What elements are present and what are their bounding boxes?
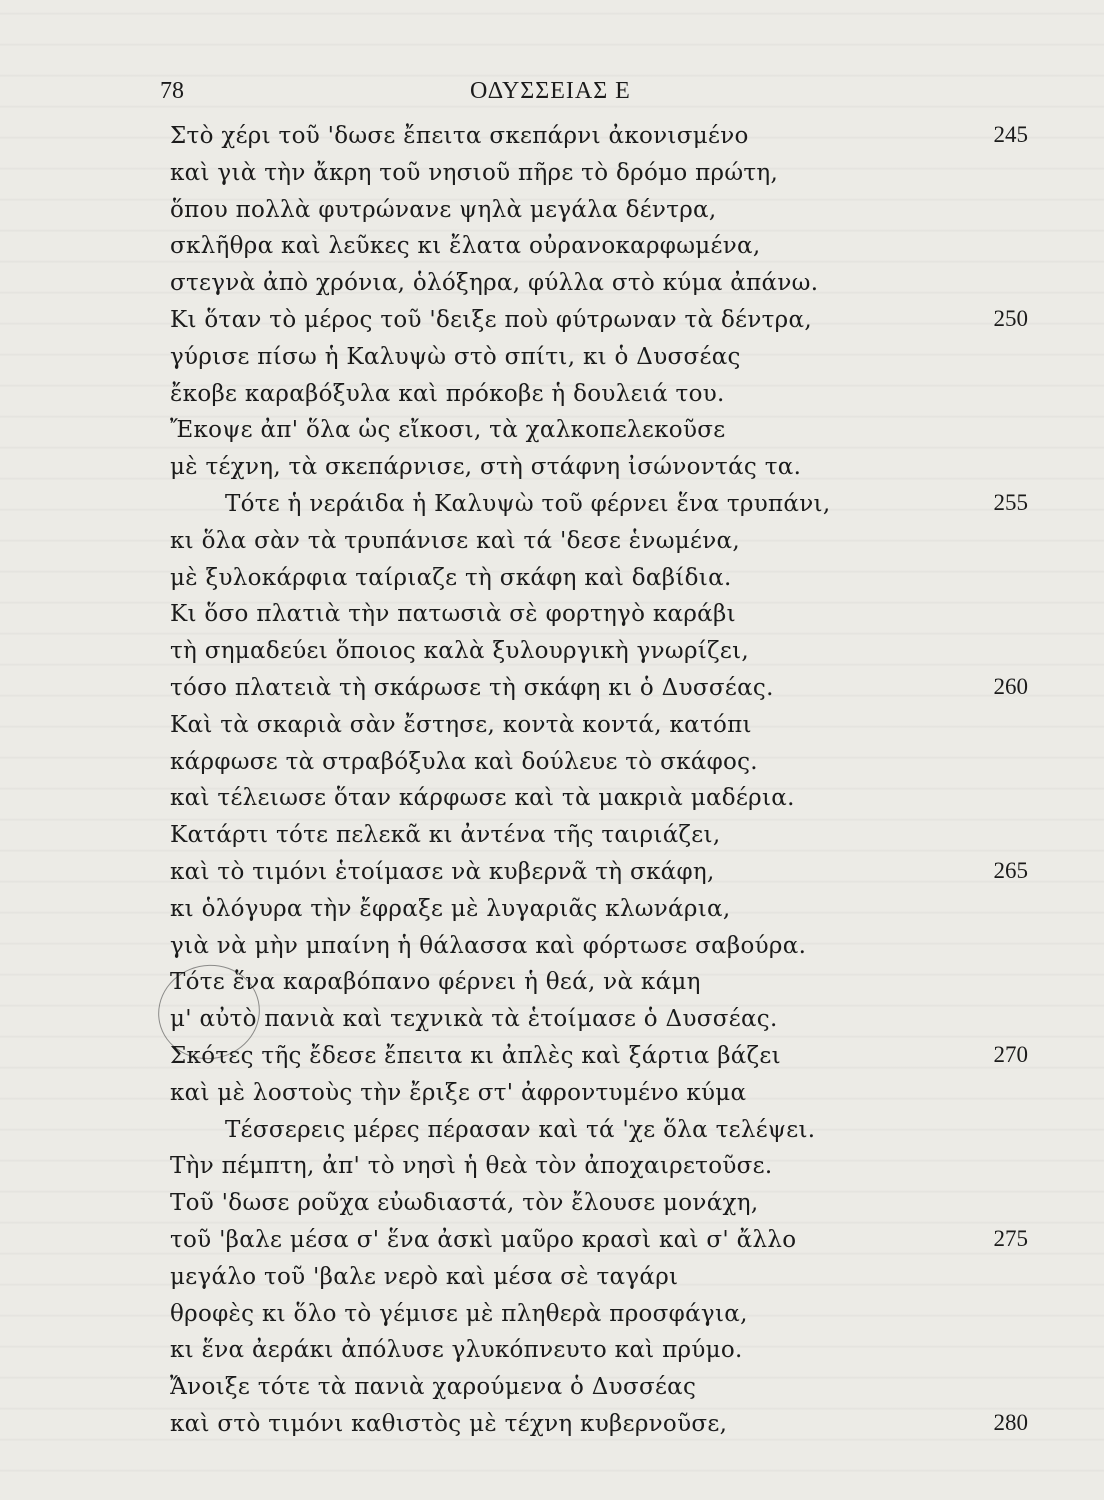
verse-line: Τότε ἡ νεράιδα ἡ Καλυψὼ τοῦ φέρνει ἕνα τρυπάνι,	[225, 491, 831, 517]
verse-line: καὶ στὸ τιμόνι καθιστὸς μὲ τέχνη κυβερνοῦσε,	[170, 1411, 728, 1437]
verse-line: γιὰ νὰ μὴν μπαίνη ἡ θάλασσα καὶ φόρτωσε σαβούρα.	[170, 932, 807, 959]
line-number: 275	[993, 1226, 1028, 1251]
line-number: 255	[993, 490, 1028, 515]
line-number: 260	[993, 674, 1028, 699]
verse-line: θροφὲς κι ὅλο τὸ γέμισε μὲ πληθερὰ προσφάγια,	[170, 1300, 748, 1327]
line-number: 265	[993, 858, 1028, 883]
verse-line: μὲ τέχνη, τὰ σκεπάρνισε, στὴ στάφνη ἰσώνοντάς τα.	[170, 454, 802, 481]
page-number: 78	[160, 78, 184, 104]
verse-line: καὶ τέλειωσε ὅταν κάρφωσε καὶ τὰ μακριὰ μαδέρια.	[170, 785, 795, 812]
verse-line: Ἔκοψε ἀπ' ὅλα ὡς εἴκοσι, τὰ χαλκοπελεκοῦσε	[170, 417, 726, 444]
verse-line: μεγάλο τοῦ 'βαλε νερὸ καὶ μέσα σὲ ταγάρι	[170, 1263, 679, 1290]
running-title: ΟΔΥΣΣΕΙΑΣ Ε	[470, 78, 631, 104]
verse-line: Τότε ἕνα καραβόπανο φέρνει ἡ θεά, νὰ κάμη	[170, 969, 701, 996]
verse-line: Τοῦ 'δωσε ροῦχα εὐωδιαστά, τὸν ἔλουσε μονάχη,	[170, 1190, 759, 1217]
verse-line: μὲ ξυλοκάρφια ταίριαζε τὴ σκάφη καὶ δαβίδια.	[170, 564, 732, 591]
verse-line: τοῦ 'βαλε μέσα σ' ἕνα ἀσκὶ μαῦρο κρασὶ καὶ σ' ἄλλο	[170, 1227, 797, 1253]
verse-line: στεγνὰ ἀπὸ χρόνια, ὁλόξηρα, φύλλα στὸ κύμα ἀπάνω.	[170, 270, 819, 297]
verse-line: σκλῆθρα καὶ λεῦκες κι ἔλατα οὐρανοκαρφωμένα,	[170, 233, 761, 260]
verse-line: Κατάρτι τότε πελεκᾶ κι ἀντένα τῆς ταιριάζει,	[170, 822, 721, 849]
line-number: 280	[993, 1410, 1028, 1435]
verse-line: Τὴν πέμπτη, ἀπ' τὸ νησὶ ἡ θεὰ τὸν ἀποχαιρετοῦσε.	[170, 1153, 773, 1180]
line-number: 245	[993, 122, 1028, 147]
verse-line: κι ὁλόγυρα τὴν ἔφραξε μὲ λυγαριᾶς κλωνάρια,	[170, 895, 731, 922]
verse-line: ἔκοβε καραβόξυλα καὶ πρόκοβε ἡ δουλειά του.	[170, 380, 725, 407]
verse-line: καὶ γιὰ τὴν ἄκρη τοῦ νησιοῦ πῆρε τὸ δρόμο πρώτη,	[170, 159, 779, 186]
verse-line: τόσο πλατειὰ τὴ σκάρωσε τὴ σκάφη κι ὁ Δυσσέας.	[170, 675, 774, 701]
verse-line: ὅπου πολλὰ φυτρώνανε ψηλὰ μεγάλα δέντρα,	[170, 196, 717, 223]
verse-line: καὶ τὸ τιμόνι ἑτοίμασε νὰ κυβερνᾶ τὴ σκάφη,	[170, 859, 715, 885]
verse-line: Στὸ χέρι τοῦ 'δωσε ἔπειτα σκεπάρνι ἀκονισμένο	[170, 123, 749, 149]
verse-line: τὴ σημαδεύει ὅποιος καλὰ ξυλουργικὴ γνωρίζει,	[170, 638, 749, 665]
verse-line: Τέσσερεις μέρες πέρασαν καὶ τά 'χε ὅλα τελέψει.	[225, 1116, 816, 1143]
verse-line: κι ὅλα σὰν τὰ τρυπάνισε καὶ τά 'δεσε ἑνωμένα,	[170, 527, 740, 554]
line-number: 270	[993, 1042, 1028, 1067]
verse-line: κάρφωσε τὰ στραβόξυλα καὶ δούλευε τὸ σκάφος.	[170, 748, 758, 775]
verse-line: καὶ μὲ λοστοὺς τὴν ἔριξε στ' ἀφροντυμένο κύμα	[170, 1079, 747, 1106]
verse-line: Κι ὅσο πλατιὰ τὴν πατωσιὰ σὲ φορτηγὸ καράβι	[170, 601, 736, 628]
verse-line: Σκότες τῆς ἔδεσε ἔπειτα κι ἀπλὲς καὶ ξάρτια βάζει	[170, 1043, 781, 1069]
verse-line: γύρισε πίσω ἡ Καλυψὼ στὸ σπίτι, κι ὁ Δυσσέας	[170, 343, 741, 370]
verse-line: Καὶ τὰ σκαριὰ σὰν ἔστησε, κοντὰ κοντά, κατόπι	[170, 711, 752, 738]
verse-line: μ' αὐτὸ πανιὰ καὶ τεχνικὰ τὰ ἑτοίμασε ὁ Δυσσέας.	[170, 1006, 778, 1033]
verse-line: κι ἕνα ἀεράκι ἀπόλυσε γλυκόπνευτο καὶ πρύμο.	[170, 1337, 743, 1364]
verse-line: Κι ὅταν τὸ μέρος τοῦ 'δειξε ποὺ φύτρωναν τὰ δέντρα,	[170, 307, 812, 333]
verse-line: Ἄνοιξε τότε τὰ πανιὰ χαρούμενα ὁ Δυσσέας	[170, 1374, 697, 1401]
page-header	[0, 78, 1104, 114]
line-number: 250	[993, 306, 1028, 331]
